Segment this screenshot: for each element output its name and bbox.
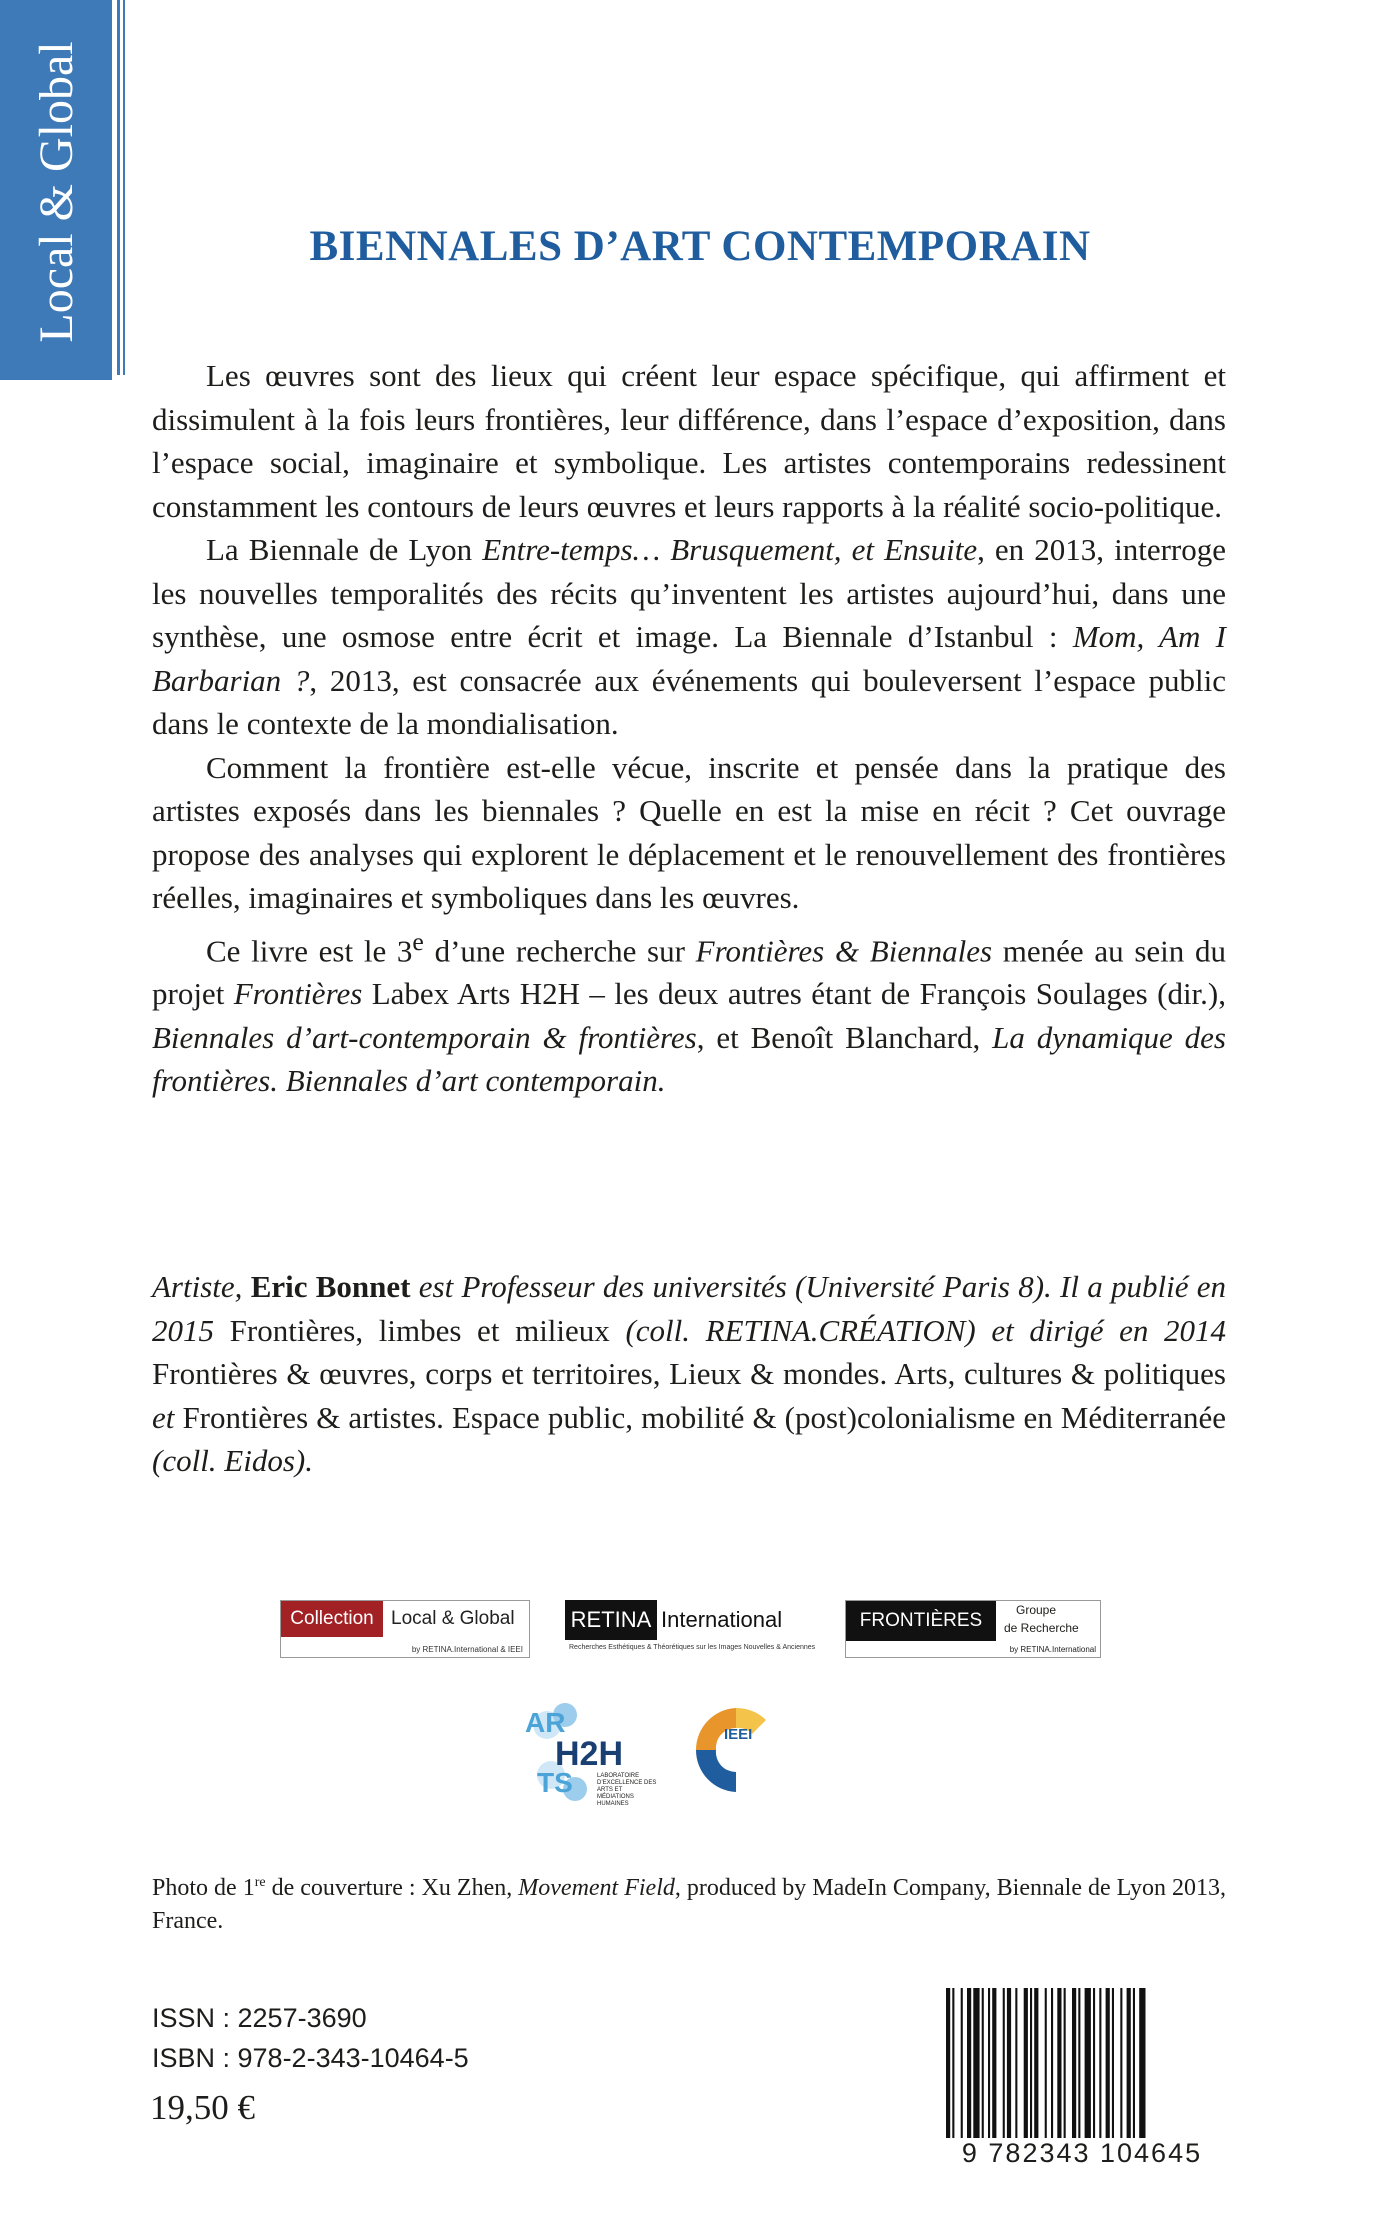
paragraph-1: Les œuvres sont des lieux qui créent leur espace spécifique, qui affirment et dissimulent à la fois leurs frontières, leur différence, dans l’espace d’exposition, dans l’espace social, imaginaire et symbolique. Les artistes contemporains redessinent constamment les contours de leurs œuvres et leurs rapports à la réalité socio-politique.	[152, 358, 1226, 524]
blurb	[152, 354, 1226, 1103]
barcode-bar	[1093, 1988, 1095, 2138]
barcode-bar	[1099, 1988, 1101, 2138]
barcode-bar	[982, 1988, 984, 2138]
author-bio: Artiste, Eric Bonnet est Professeur des universités (Université Paris 8). Il a publié en 2015 Frontières, limbes et milieux (coll. RETINA.CRÉATION) et dirigé en 2014 Frontières & œuvres, corps et territoires, Lieux & mondes. Arts, cultures & politiques et Frontières & artistes. Espace public, mobilité & (post)colonialisme en Méditerranée (coll. Eidos).	[152, 1269, 1227, 1478]
barcode-bar	[1112, 1988, 1114, 2138]
barcode-bar	[1030, 1988, 1032, 2138]
isbn: ISBN : 978-2-343-10464-5	[152, 2043, 469, 2073]
barcode-bar	[1078, 1988, 1080, 2138]
ieei-logo: IEEI	[686, 1700, 786, 1800]
series-name: Local & Global	[30, 41, 83, 343]
book-title: BIENNALES D’ART CONTEMPORAIN	[309, 223, 1091, 270]
identifiers	[152, 1998, 469, 2078]
logos-row	[280, 1600, 1100, 1660]
labex-arts-h2h-logo: AR H2H TS LABORATOIRE D’EXCELLENCE DES ARTS ET MÉDIATIONS HUMAINES	[525, 1695, 655, 1815]
barcode-bar	[1015, 1988, 1017, 2138]
frontieres-logo: FRONTIÈRES Groupe de Recherche by RETINA.International	[845, 1600, 1101, 1658]
barcode-bar	[952, 1988, 954, 2138]
barcode-bar	[946, 1988, 950, 2138]
barcode-bar	[988, 1988, 990, 2138]
barcode-bar	[973, 1988, 979, 2138]
barcode-bar	[1120, 1988, 1122, 2138]
barcode-bars	[940, 1988, 1224, 2138]
price: 19,50 €	[150, 2088, 255, 2127]
barcode-bar	[1057, 1988, 1061, 2138]
paragraph-3: Comment la frontière est-elle vécue, inscrite et pensée dans la pratique des artistes exposés dans les biennales ? Quelle en est la mise en récit ? Cet ouvrage propose des analyses qui explorent le déplacement et le renouvellement des frontières réelles, imaginaires et symboliques dans les œuvres.	[152, 749, 1226, 915]
band-rule	[117, 0, 120, 375]
barcode-bar	[992, 1988, 996, 2138]
barcode-bar	[1034, 1988, 1038, 2138]
barcode-bar	[967, 1988, 971, 2138]
barcode-bar	[1051, 1988, 1053, 2138]
barcode-bar	[1127, 1988, 1131, 2138]
barcode-bar	[1045, 1988, 1047, 2138]
barcode-bar	[1003, 1988, 1005, 2138]
barcode-bar	[1133, 1988, 1135, 2138]
paragraph-4: Ce livre est le 3e d’une recherche sur Frontières & Biennales menée au sein du projet Frontières Labex Arts H2H – les deux autres étant de François Soulages (dir.), Biennales d’art-contemporain & frontières, et Benoît Blanchard, La dynamique des frontières. Biennales d’art contemporain.	[152, 926, 1226, 1099]
barcode-bar	[1072, 1988, 1076, 2138]
collection-logo: Collection Local & Global by RETINA.International & IEEI	[280, 1600, 530, 1658]
retina-logo: RETINA International Recherches Esthétiques & Théorétiques sur les Images Nouvelles & Anciennes	[565, 1600, 811, 1656]
barcode-bar	[1139, 1988, 1145, 2138]
paragraph-2: La Biennale de Lyon Entre-temps… Brusquement, et Ensuite, en 2013, interroge les nouvelles temporalités des récits qu’inventent les artistes aujourd’hui, dans une synthèse, une osmose entre écrit et image. La Biennale d’Istanbul : Mom, Am I Barbarian ?, 2013, est consacrée aux événements qui bouleversent l’espace public dans le contexte de la mondialisation.	[152, 532, 1227, 741]
barcode-bar	[1085, 1988, 1091, 2138]
barcode	[940, 1988, 1224, 2178]
issn: ISSN : 2257-3690	[152, 2003, 367, 2033]
barcode-number: 9 782343 104645	[961, 2138, 1203, 2168]
barcode-bar	[961, 1988, 963, 2138]
band-rule	[123, 0, 125, 375]
barcode-bar	[1064, 1988, 1066, 2138]
barcode-bar	[1007, 1988, 1011, 2138]
barcode-bar	[1024, 1988, 1028, 2138]
photo-credit: Photo de 1re de couverture : Xu Zhen, Movement Field, produced by MadeIn Company, Biennale de Lyon 2013, France.	[152, 1875, 1227, 1934]
barcode-bar	[1106, 1988, 1110, 2138]
